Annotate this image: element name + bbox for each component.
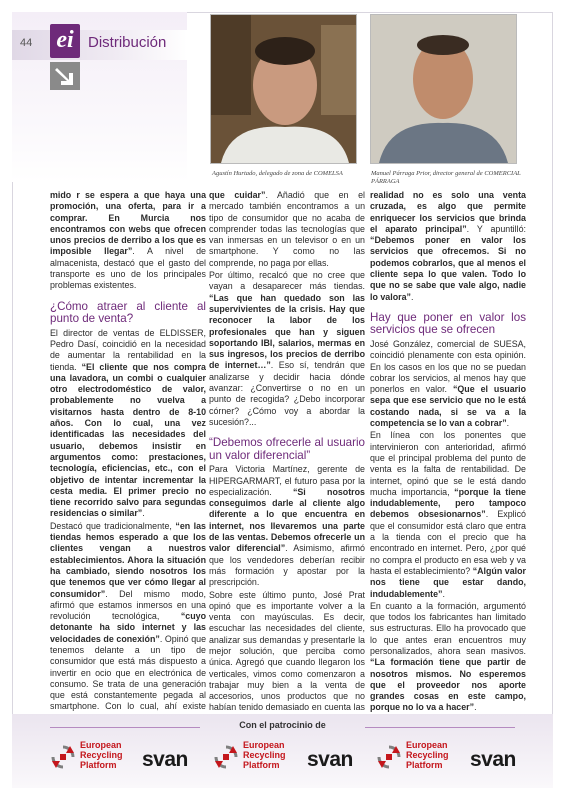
section-title: Distribución xyxy=(88,34,167,51)
quote-bold-text: que cuidar” xyxy=(209,190,266,200)
body-text: . xyxy=(142,508,145,519)
svan-logo: svan xyxy=(142,748,188,771)
body-text: En cuanto a la formación, argumentó que todos los fabricantes han limitado sus estructuras. Ello ha provocado que lo que antes eran encuentros muy personalizados, ahora sean masivos. xyxy=(370,600,526,656)
erp-word: Platform xyxy=(243,760,280,770)
paragraph xyxy=(209,590,365,726)
subheading: “Debemos ofrecerle al usuario un valor diferencial” xyxy=(209,436,365,462)
recycling-arrows-icon xyxy=(50,744,76,775)
quote-bold-text: “La formación tiene que partir de nosotros mismos. No esperemos que el proveedor nos aporte grandes cosas en este campo, porque no lo va a hacer” xyxy=(370,657,526,713)
erp-logo-text xyxy=(80,740,123,770)
quote-bold-text: “Que el usuario sepa que ese servicio que no le está costando nada, si se va a la competencia se lo van a cobrar” xyxy=(370,384,526,429)
paragraph xyxy=(50,328,206,520)
erp-word: Recycling xyxy=(80,750,123,760)
svan-logo: svan xyxy=(307,748,353,771)
paragraph xyxy=(50,190,206,292)
erp-word: European xyxy=(406,740,448,750)
body-text: . xyxy=(474,702,477,713)
paragraph xyxy=(50,521,206,736)
erp-word: Platform xyxy=(80,760,117,770)
body-text: Sobre este último punto, José Prat opinó que es importante volver a la venta con mayúsculas. Es decir, escuchar las necesidades del cliente, analizar sus demandas y presentarle la mejor solución, que perciba como única. Agregó que cuando llegaron los verticales, vimos como comenzaron a trabajar muy bien a la venta de accesorios, unos productos que no habían tenido demasiado en cuenta las xyxy=(209,589,365,713)
body-text: . Del mismo modo, afirmó que estamos inmersos en una revolución tecnológica, xyxy=(50,588,206,622)
paragraph xyxy=(209,270,365,428)
body-text: . xyxy=(410,291,414,302)
subheading: ¿Cómo atraer al cliente al punto de venta? xyxy=(50,299,206,326)
paragraph xyxy=(370,430,526,599)
article-column-3 xyxy=(370,190,526,715)
body-text: . Añadió que en el mercado también encontramos a un tipo de consumidor que no acaba de comprender todas las tecnologías que van inmersas en un televisor o en un smartphone. Y como no las comprende, no paga por ellas. xyxy=(209,190,365,268)
photo-caption-2: Manuel Párraga Prior, director general de COMERCIAL PÁRRAGA xyxy=(371,170,521,185)
paragraph xyxy=(370,190,526,303)
erp-logo-text xyxy=(406,740,449,770)
body-text: En línea con los ponentes que intervinieron con anterioridad, afirmó que el principal problema del punto de venta es la falta de rentabilidad. De internet, opinó que se le está dando mucha importancia, xyxy=(370,430,526,497)
quote-bold-text: “porque la tiene indudablemente, pero tampoco debemos obsesionarnos” xyxy=(370,486,526,520)
sponsor-group xyxy=(213,740,363,776)
quote-bold-text: “Las que han quedado son las supervivientes de la crisis. Hay que reconocer la labor de los profesionales que han y siguen soportando IBI, salarios, mermas en sus ingresos, los precios de derribo de internet…” xyxy=(209,292,365,371)
recycling-arrows-icon xyxy=(213,744,239,775)
page-number: 44 xyxy=(20,37,33,49)
body-text: . Opinó que tenemos delante a un tipo de consumidor que está más dispuesto a invertir en ocio que en electrónica de consumo. Se trata de una generación que está constantemente pegada al smartphone. Con lo cual, ahí existe xyxy=(50,633,207,712)
quote-bold-text: “Si nosotros conseguimos darle al cliente algo diferente a lo que encuentra en internet, nos llevaremos una parte de las ventas. Debemos ofrecerle un valor diferencial” xyxy=(209,486,365,554)
quote-bold-text: “en las tiendas hemos esperado a que los clientes vengan a nuestros establecimientos. Ahora la situación ha cambiado, siendo nosotros los que tenemos que ver cómo llegar al consumidor” xyxy=(50,520,206,599)
article-column-2 xyxy=(209,190,365,726)
article-column-1 xyxy=(50,190,206,736)
quote-bold-text: “Algún valor nos tiene que estar dando, indudablemente” xyxy=(370,565,526,599)
paragraph xyxy=(209,190,365,269)
erp-word: Recycling xyxy=(243,750,286,760)
body-text: Por último, recalcó que no cree que vayan a desaparecer más tiendas. xyxy=(209,270,365,292)
quote-bold-text: “cuyo detonante ha sido internet y las velocidades de conexión” xyxy=(50,611,206,644)
body-text: Para Victoria Martínez, gerente de HIPERGARMART, el futuro pasa por la especialización. xyxy=(209,464,365,497)
recycling-arrows-icon xyxy=(376,744,402,775)
body-text: . xyxy=(506,418,510,429)
body-text: . xyxy=(442,588,445,599)
body-text: . Asimismo, afirmó que los vendedores deberían recibir más formación y apostar por la prescripción. xyxy=(209,543,365,588)
paragraph xyxy=(370,339,526,429)
photo-agustin-hurtado xyxy=(210,14,357,164)
quote-bold-text: “Debemos poner en valor los servicios que ofrecemos. Si no podemos cobrarlos, que al menos el cliente sepa lo que valen. Todo lo que no se sabe que vale algo, nadie lo valora” xyxy=(370,235,526,302)
sponsor-group xyxy=(50,740,200,776)
arrow-down-right-icon xyxy=(50,62,80,90)
body-text: . Y apuntilló: xyxy=(466,223,526,234)
erp-logo-text xyxy=(243,740,286,770)
sponsor-group xyxy=(376,740,526,776)
body-text: . A nivel de almacenista, destacó que el gasto del transporte es uno de los principales problemas existentes. xyxy=(50,246,206,291)
erp-word: European xyxy=(80,740,122,750)
erp-word: Platform xyxy=(406,760,443,770)
magazine-logo: ei xyxy=(50,24,80,58)
body-text: Destacó que tradicionalmente, xyxy=(50,520,176,531)
paragraph xyxy=(370,601,526,714)
body-text: El director de ventas de ELDISSER, Pedro Dasí, coincidió en la necesidad de aumentar la rentabilidad en la tienda. xyxy=(50,327,206,372)
body-text: . Explicó que el consumidor está claro que entra a la tienda con el precio que ha encontrado en internet. Pero, ¿por qué no compra el producto en esa web y va hasta el establecimiento? xyxy=(370,509,526,576)
photo-manuel-parraga xyxy=(370,14,517,164)
sponsor-title: Con el patrocinio de xyxy=(239,720,326,730)
paragraph xyxy=(209,464,365,588)
subheading: Hay que poner en valor los servicios que se ofrecen xyxy=(370,310,526,337)
erp-word: European xyxy=(243,740,285,750)
quote-bold-text: realidad no es solo una venta cruzada, es algo que permite enriquecer los servicios que brinda el aparato principal” xyxy=(370,190,526,234)
quote-bold-text: mido r se espera a que haya una promoción, una oferta, para ir a comprar. En Murcia nos encontramos con webs que ofrecen unos precios de derribo a los que es imposible llegar” xyxy=(50,190,206,257)
quote-bold-text: “El cliente que nos compra una lavadora, un combi o cualquier otro electrodoméstico de valor, probablemente no vuelva a visitarnos hasta dentro de 8-10 años. Con lo cual, una vez identificadas las necesidades del usuario, debemos insistir en argumentos como: prestaciones, tecnología, eficiencias, etc., con el objetivo de intentar incrementar la cesta media. El primer precio no tiene recorrido salvo para segundas residencias o similar” xyxy=(50,361,206,519)
photo-caption-1: Agustín Hurtado, delegado de zona de COMELSA xyxy=(212,170,343,177)
body-text: José González, comercial de SUESA, coincidió plenamente con esta opinión. En los casos en los que no se puedan cobrar los servicios, al menos hay que ponerlos en valor. xyxy=(370,338,526,395)
erp-word: Recycling xyxy=(406,750,449,760)
svan-logo: svan xyxy=(470,748,516,771)
body-text: . Eso sí, tendrán que analizarse y decidir hacia dónde avanzar: ¿Convertirse o no en un punto de recogida? ¿Debo incorporar córner? ¿Cómo voy a abordar la sucesión?... xyxy=(209,360,365,427)
